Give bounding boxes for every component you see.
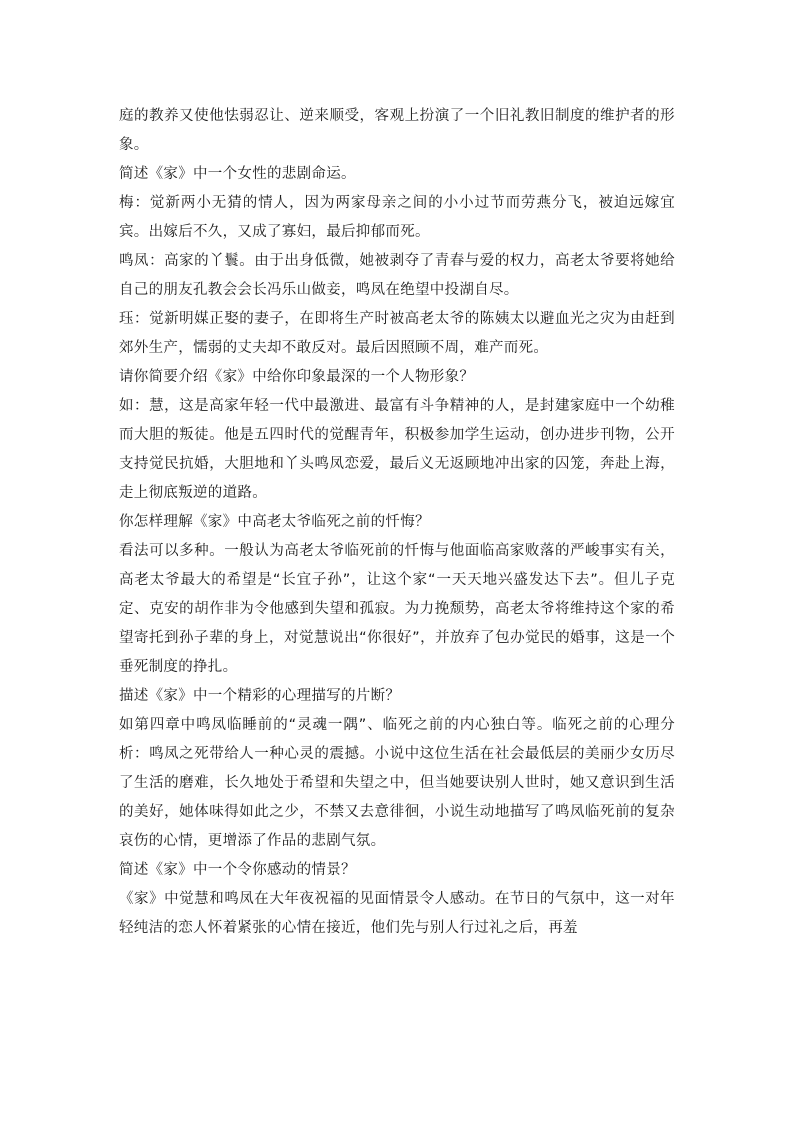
question-touching-scene: 简述《家》中一个令你感动的情景？ bbox=[119, 862, 356, 878]
paragraph-juehui: 如：慧，这是高家年轻一代中最激进、最富有斗争精神的人，是封建家庭中一个幼稚而大胆的叛徒。他是五四时代的觉醒青年，积极参加学生运动，创办进步刊物，公开支持觉民抗婚，大胆地和丫头鸣凤恋爱，最后义无返顾地冲出家的囚笼，奔赴上海，走上彻底叛逆的道路。 bbox=[119, 398, 675, 501]
paragraph-repentance-answer: 看法可以多种。一般认为高老太爷临死前的忏悔与他面临高家败落的严峻事实有关，高老太爷最大的希望是“长宜子孙”，让这个家“一天天地兴盛发达下去”。但儿子克定、克安的胡作非为令他感到失望和孤寂。为力挽颓势，高老太爷将维持这个家的希望寄托到孙子辈的身上，对觉慧说出“你很好”，并放弃了包办觉民的婚事，这是一个垂死制度的挣扎。 bbox=[119, 543, 675, 675]
paragraph-mei: 梅：觉新两小无猜的情人，因为两家母亲之间的小小过节而劳燕分飞，被迫远嫁宜宾。出嫁后不久，又成了寡妇，最后抑郁而死。 bbox=[119, 195, 675, 240]
paragraph-jue: 珏：觉新明媒正娶的妻子，在即将生产时被高老太爷的陈姨太以避血光之灾为由赶到郊外生产，懦弱的丈夫却不敢反对。最后因照顾不周，难产而死。 bbox=[119, 311, 675, 356]
paragraph-1: 庭的教养又使他怯弱忍让、逆来顺受，客观上扮演了一个旧礼教旧制度的维护者的形象。 bbox=[119, 108, 675, 153]
question-repentance: 你怎样理解《家》中高老太爷临死之前的忏悔？ bbox=[119, 514, 430, 530]
paragraph-mingfeng: 鸣凤：高家的丫鬟。由于出身低微，她被剥夺了青春与爱的权力，高老太爷要将她给自己的朋友孔教会会长冯乐山做妾，鸣凤在绝望中投湖自尽。 bbox=[119, 253, 675, 298]
paragraph-psychology-answer: 如第四章中鸣凤临睡前的“灵魂一隅”、临死之前的内心独白等。临死之前的心理分析：鸣凤之死带给人一种心灵的震撼。小说中这位生活在社会最低层的美丽少女历尽了生活的磨难，长久地处于希望和失望之中，但当她要诀别人世时，她又意识到生活的美好，她体味得如此之少，不禁又去意徘徊，小说生动地描写了鸣凤临死前的复杂哀伤的心情，更增添了作品的悲剧气氛。 bbox=[119, 717, 675, 849]
question-psychology: 描述《家》中一个精彩的心理描写的片断？ bbox=[119, 688, 401, 704]
question-female-tragedy: 简述《家》中一个女性的悲剧命运。 bbox=[119, 166, 356, 182]
paragraph-touching-scene-answer: 《家》中觉慧和鸣凤在大年夜祝福的见面情景令人感动。在节日的气氛中，这一对年轻纯洁的恋人怀着紧张的心情在接近，他们先与别人行过礼之后，再羞 bbox=[119, 891, 675, 936]
document-body bbox=[119, 102, 675, 943]
question-character-impression: 请你简要介绍《家》中给你印象最深的一个人物形象？ bbox=[119, 369, 475, 385]
